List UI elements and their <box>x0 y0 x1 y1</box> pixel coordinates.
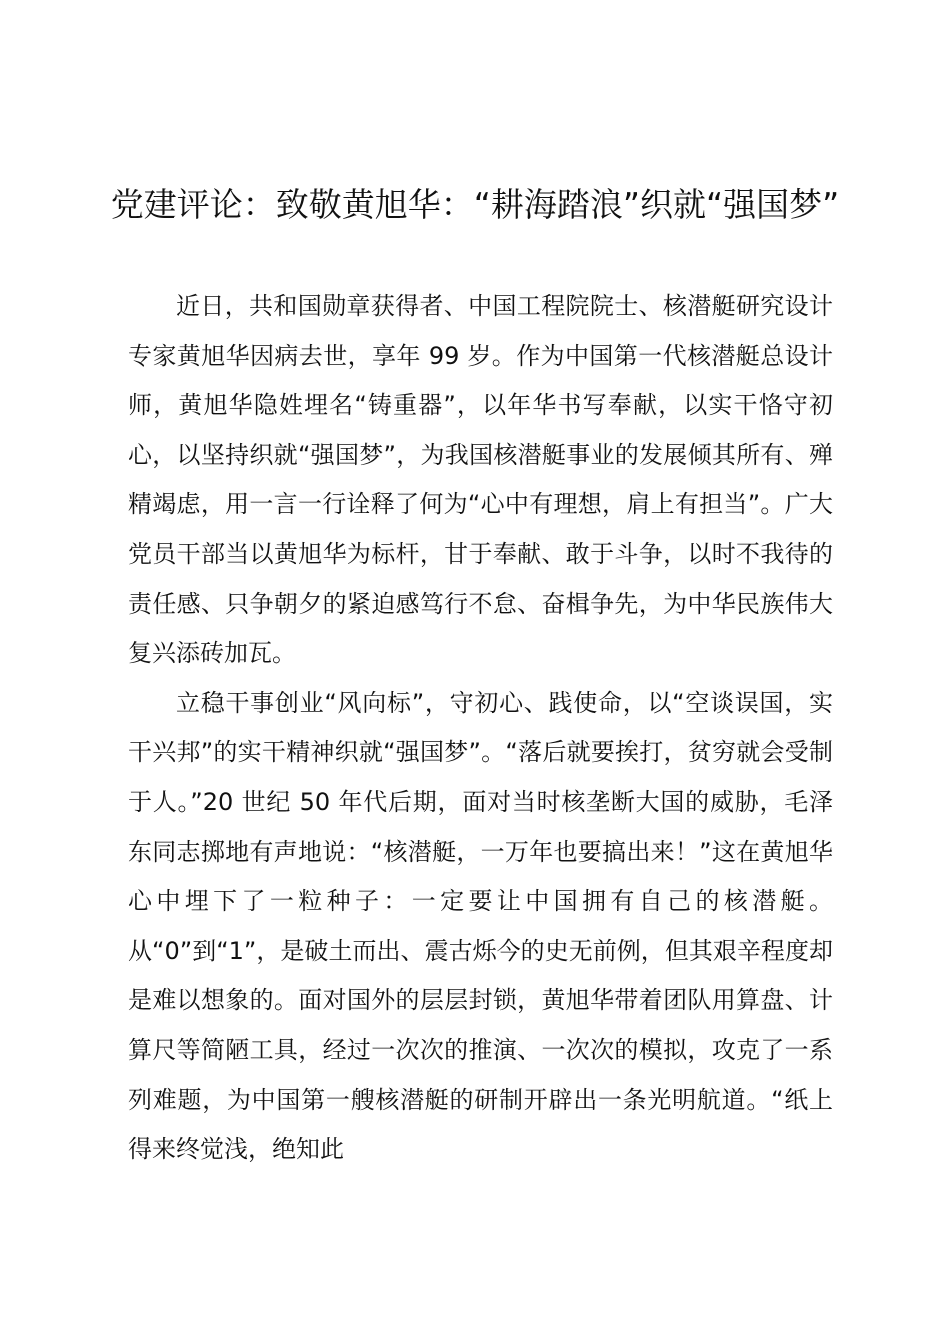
document-title: 党建评论：致敬黄旭华：“耕海踏浪”织就“强国梦” <box>110 185 840 224</box>
paragraph-1: 近日，共和国勋章获得者、中国工程院院士、核潜艇研究设计专家黄旭华因病去世，享年 99 岁。作为中国第一代核潜艇总设计师，黄旭华隐姓埋名“铸重器”，以年华书写奉献，以实干恪守初心，以坚持织就“强国梦”，为我国核潜艇事业的发展倾其所有、殚精竭虑，用一言一行诠释了何为“心中有理想，肩上有担当”。广大党员干部当以黄旭华为标杆，甘于奉献、敢于斗争，以时不我待的责任感、只争朝夕的紧迫感笃行不怠、奋楫争先，为中华民族伟大复兴添砖加瓦。 <box>128 292 833 668</box>
document-body <box>128 282 833 1175</box>
paragraph-2: 立稳干事创业“风向标”，守初心、践使命，以“空谈误国，实干兴邦”的实干精神织就“强国梦”。“落后就要挨打，贫穷就会受制于人。”20 世纪 50 年代后期，面对当时核垄断大国的威胁，毛泽东同志掷地有声地说：“核潜艇，一万年也要搞出来！”这在黄旭华心中埋下了一粒种子：一定要让中国拥有自己的核潜艇。从“0”到“1”，是破土而出、震古烁今的史无前例，但其艰辛程度却是难以想象的。面对国外的层层封锁，黄旭华带着团队用算盘、计算尺等简陋工具，经过一次次的推演、一次次的模拟，攻克了一系列难题，为中国第一艘核潜艇的研制开辟出一条光明航道。“纸上得来终觉浅，绝知此 <box>128 688 833 1164</box>
